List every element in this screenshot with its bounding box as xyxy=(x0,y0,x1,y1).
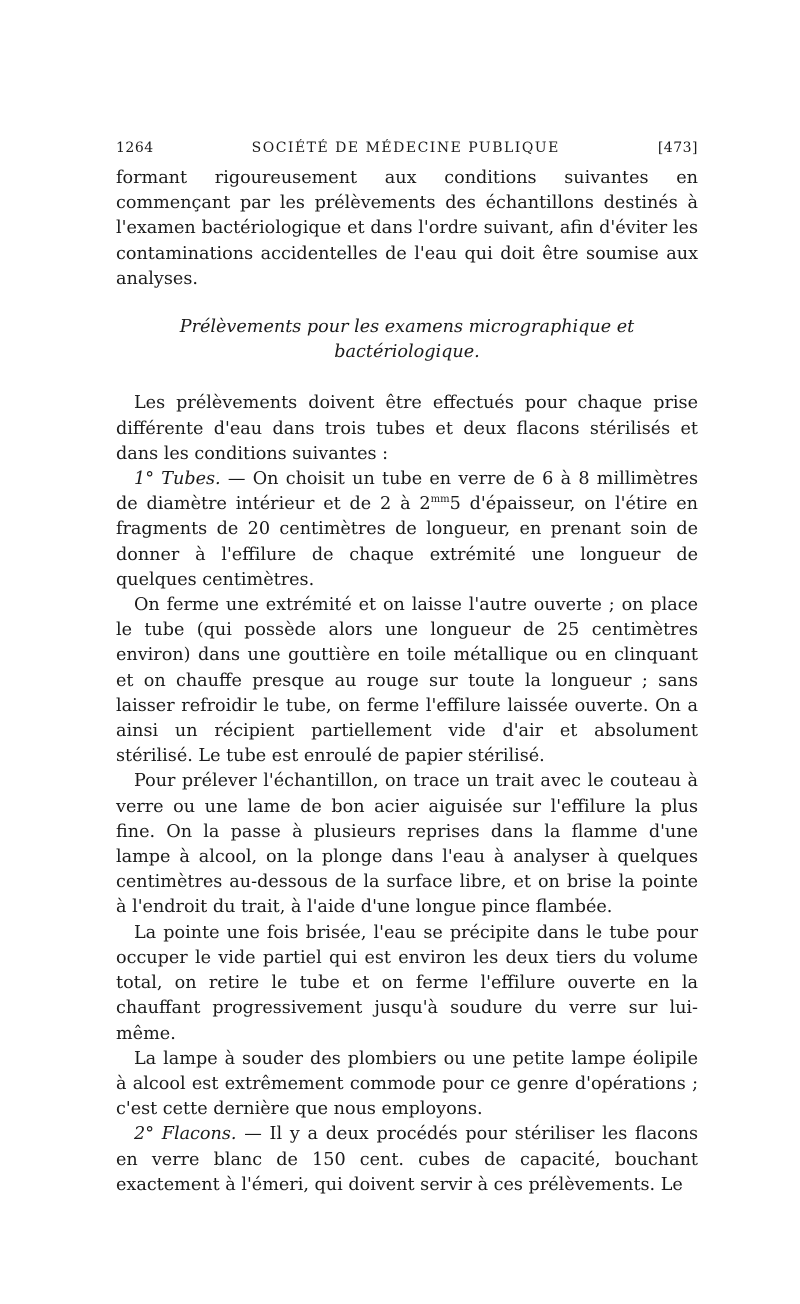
book-page xyxy=(116,140,698,1198)
flacons-text: — Il y a deux procédés pour stériliser les flacons en verre blanc de 150 cent. cubes de capacité, bouchant exactement à l'émeri, qui doivent servir à ces prélèvements. Le xyxy=(116,1124,698,1195)
paragraph-lamp: La lampe à souder des plombiers ou une petite lampe éolipile à alcool est extrêmement commode pour ce genre d'opérations ; c'est cette dernière que nous employons. xyxy=(116,1048,698,1120)
tubes-label: 1° Tubes. xyxy=(134,469,221,490)
paragraph-continuation: formant rigoureusement aux conditions suivantes en commençant par les prélèvements des échantillons destinés à l'examen bactériologique et dans l'ordre suivant, afin d'éviter les contaminations accidentelles de l'eau qui doit être soumise aux analyses. xyxy=(116,168,698,289)
bracket-number: [473] xyxy=(657,140,698,156)
running-header xyxy=(116,140,698,156)
paragraph-flacons xyxy=(116,1122,698,1198)
paragraph-tubes xyxy=(116,467,698,593)
paragraph-closing-tube: On ferme une extrémité et on laisse l'autre ouverte ; on place le tube (qui possède alors une longueur de 25 centimètres environ) dans une gouttière en toile métallique ou en clinquant et on chauffe presque au rouge sur toute la longueur ; sans laisser refroidir le tube, on ferme l'effilure laissée ouverte. On a ainsi un récipient partiellement vide d'air et absolument stérilisé. Le tube est enroulé de papier stérilisé. xyxy=(116,595,698,767)
paragraph-sampling: Pour prélever l'échantillon, on trace un trait avec le couteau à verre ou une lame de bon acier aiguisée sur l'effilure la plus fine. On la passe à plusieurs reprises dans la flamme d'une lampe à alcool, on la plonge dans l'eau à analyser à quelques centimètres au-dessous de la surface libre, et on brise la pointe à l'endroit du trait, à l'aide d'une longue pince flambée. xyxy=(116,771,698,918)
body-text xyxy=(116,166,698,1198)
running-title: SOCIÉTÉ DE MÉDECINE PUBLIQUE xyxy=(251,140,560,156)
tubes-text-b: 5 d'épaisseur, on l'étire en fragments de 20 centimètres de longueur, en prenant soin de donner à l'effilure de chaque extrémité une longueur de quelques centimètres. xyxy=(116,494,698,590)
page-number: 1264 xyxy=(116,140,154,156)
mm-superscript: mm xyxy=(430,494,450,506)
tubes-text-a: — On choisit un tube en verre de 6 à 8 millimètres de diamètre intérieur et de 2 à 2 xyxy=(116,469,698,515)
section-title: Prélèvements pour les examens micrographique et bactériologique. xyxy=(179,317,635,363)
paragraph-intro: Les prélèvements doivent être effectués pour chaque prise différente d'eau dans trois tubes et deux flacons stérilisés et dans les conditions suivantes : xyxy=(116,393,698,464)
flacons-label: 2° Flacons. xyxy=(134,1124,237,1145)
paragraph-filling: La pointe une fois brisée, l'eau se précipite dans le tube pour occuper le vide partiel qui est environ les deux tiers du volume total, on retire le tube et on ferme l'effilure ouverte en la chauffant progressivement jusqu'à soudure du verre sur lui-même. xyxy=(116,922,698,1044)
